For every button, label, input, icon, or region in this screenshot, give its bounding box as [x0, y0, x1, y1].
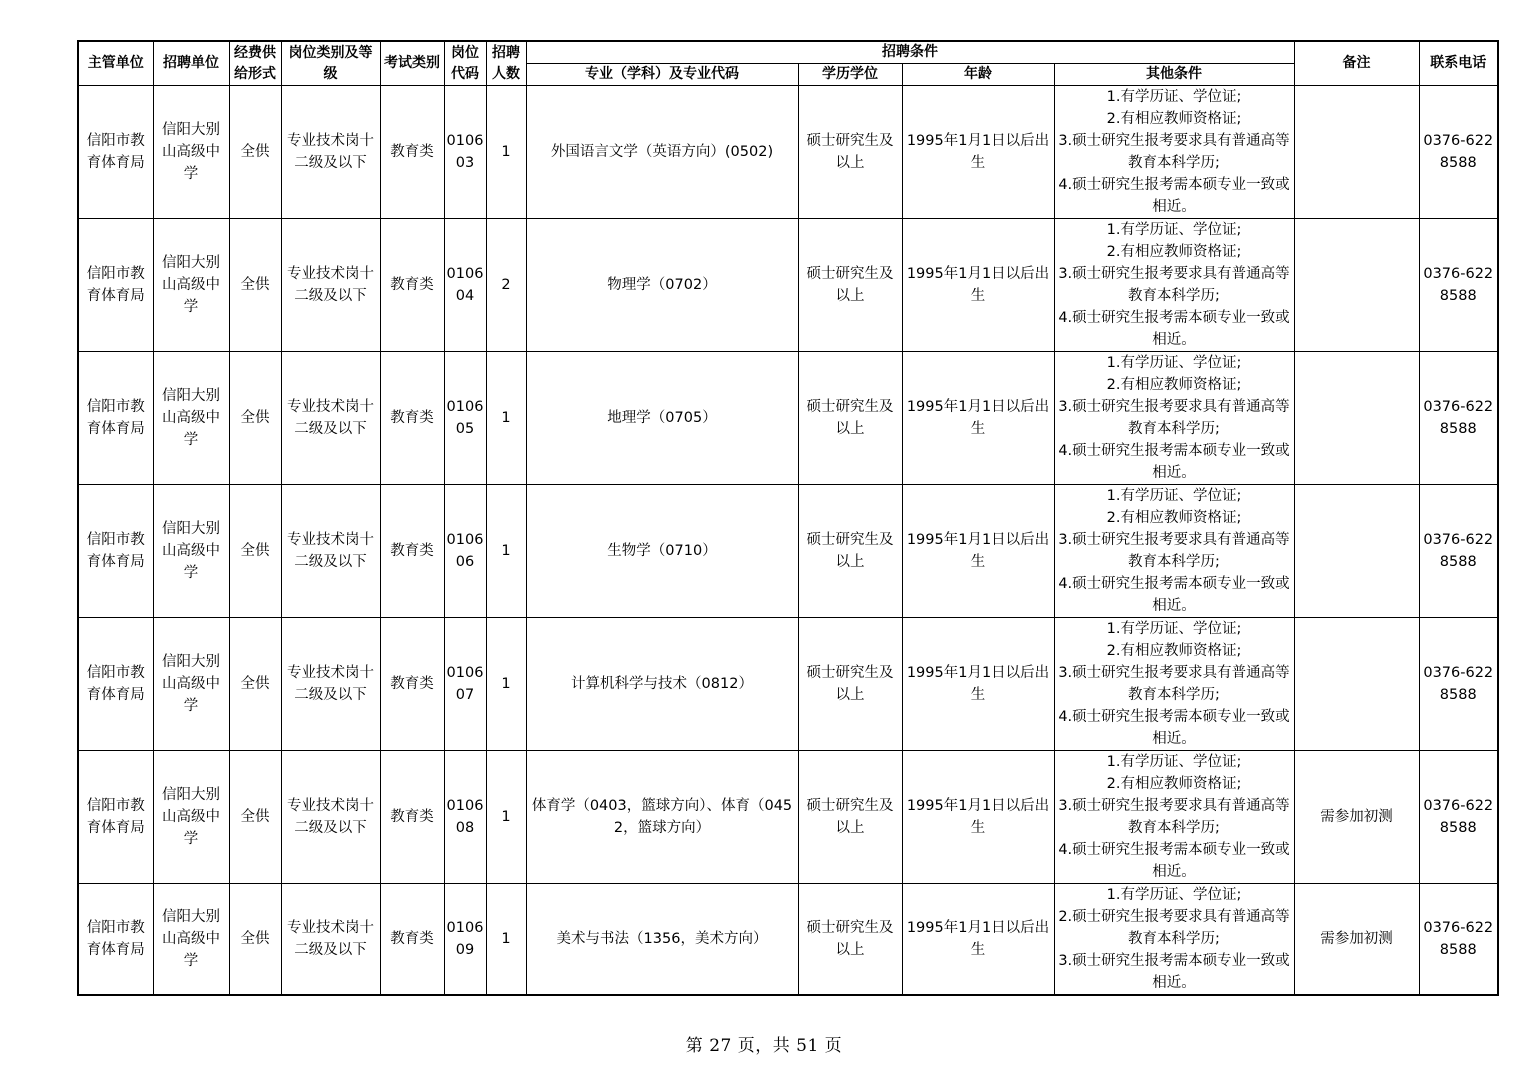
header-conditions: 招聘条件	[526, 41, 1294, 64]
condition-line: 4.硕士研究生报考需本硕专业一致或相近。	[1058, 443, 1290, 481]
cell-recruit-unit: 信阳大别山高级中学	[153, 485, 229, 618]
cell-post-category: 专业技术岗十二级及以下	[281, 86, 380, 219]
cell-recruit-unit: 信阳大别山高级中学	[153, 751, 229, 884]
cell-major: 美术与书法（1356，美术方向）	[526, 884, 798, 996]
condition-line: 1.有学历证、学位证;	[1106, 222, 1242, 238]
condition-line: 1.有学历证、学位证;	[1106, 887, 1242, 903]
cell-count: 1	[486, 485, 526, 618]
condition-line: 1.有学历证、学位证;	[1106, 754, 1242, 770]
condition-line: 3.硕士研究生报考要求具有普通高等教育本科学历;	[1058, 266, 1290, 304]
table-row	[78, 219, 1498, 352]
cell-exam-category: 教育类	[380, 884, 444, 996]
cell-major: 物理学（0702）	[526, 219, 798, 352]
cell-exam-category: 教育类	[380, 352, 444, 485]
cell-funding: 全供	[229, 219, 281, 352]
condition-line: 3.硕士研究生报考需本硕专业一致或相近。	[1058, 953, 1290, 991]
cell-unit-manager: 信阳市教育体育局	[78, 884, 153, 996]
cell-degree: 硕士研究生及以上	[798, 751, 902, 884]
cell-age: 1995年1月1日以后出生	[902, 751, 1054, 884]
condition-line: 3.硕士研究生报考要求具有普通高等教育本科学历;	[1058, 532, 1290, 570]
header-recruit-unit: 招聘单位	[153, 41, 229, 86]
header-major: 专业（学科）及专业代码	[526, 64, 798, 86]
table-row	[78, 352, 1498, 485]
cell-phone: 0376-6228588	[1419, 219, 1498, 352]
cell-remark	[1294, 86, 1419, 219]
cell-major: 地理学（0705）	[526, 352, 798, 485]
cell-post-category: 专业技术岗十二级及以下	[281, 352, 380, 485]
cell-recruit-unit: 信阳大别山高级中学	[153, 884, 229, 996]
header-post-code: 岗位代码	[444, 41, 486, 86]
cell-recruit-unit: 信阳大别山高级中学	[153, 219, 229, 352]
cell-other	[1054, 884, 1294, 996]
cell-recruit-unit: 信阳大别山高级中学	[153, 618, 229, 751]
condition-line: 3.硕士研究生报考要求具有普通高等教育本科学历;	[1058, 665, 1290, 703]
table-row	[78, 86, 1498, 219]
condition-line: 1.有学历证、学位证;	[1106, 355, 1242, 371]
condition-line: 3.硕士研究生报考要求具有普通高等教育本科学历;	[1058, 798, 1290, 836]
cell-unit-manager: 信阳市教育体育局	[78, 352, 153, 485]
cell-funding: 全供	[229, 86, 281, 219]
condition-line: 2.有相应教师资格证;	[1106, 643, 1242, 659]
cell-post-category: 专业技术岗十二级及以下	[281, 751, 380, 884]
header-degree: 学历学位	[798, 64, 902, 86]
cell-age: 1995年1月1日以后出生	[902, 884, 1054, 996]
cell-count: 1	[486, 618, 526, 751]
other-conditions-list	[1057, 485, 1292, 617]
cell-degree: 硕士研究生及以上	[798, 86, 902, 219]
condition-line: 4.硕士研究生报考需本硕专业一致或相近。	[1058, 842, 1290, 880]
cell-recruit-unit: 信阳大别山高级中学	[153, 86, 229, 219]
cell-funding: 全供	[229, 884, 281, 996]
condition-line: 1.有学历证、学位证;	[1106, 89, 1242, 105]
cell-recruit-unit: 信阳大别山高级中学	[153, 352, 229, 485]
cell-post-code: 010604	[444, 219, 486, 352]
cell-count: 1	[486, 86, 526, 219]
cell-major: 计算机科学与技术（0812）	[526, 618, 798, 751]
condition-line: 2.硕士研究生报考要求具有普通高等教育本科学历;	[1058, 909, 1290, 947]
condition-line: 1.有学历证、学位证;	[1106, 621, 1242, 637]
cell-unit-manager: 信阳市教育体育局	[78, 485, 153, 618]
condition-line: 2.有相应教师资格证;	[1106, 111, 1242, 127]
table-row	[78, 618, 1498, 751]
condition-line: 1.有学历证、学位证;	[1106, 488, 1242, 504]
cell-exam-category: 教育类	[380, 618, 444, 751]
cell-major: 体育学（0403，篮球方向）、体育（0452，篮球方向）	[526, 751, 798, 884]
cell-age: 1995年1月1日以后出生	[902, 618, 1054, 751]
cell-major: 生物学（0710）	[526, 485, 798, 618]
condition-line: 2.有相应教师资格证;	[1106, 244, 1242, 260]
other-conditions-list	[1057, 751, 1292, 883]
other-conditions-list	[1057, 618, 1292, 750]
cell-other	[1054, 485, 1294, 618]
header-funding: 经费供给形式	[229, 41, 281, 86]
condition-line: 4.硕士研究生报考需本硕专业一致或相近。	[1058, 709, 1290, 747]
cell-remark	[1294, 485, 1419, 618]
cell-phone: 0376-6228588	[1419, 352, 1498, 485]
cell-post-code: 010608	[444, 751, 486, 884]
cell-post-code: 010609	[444, 884, 486, 996]
recruitment-table	[77, 40, 1499, 996]
cell-funding: 全供	[229, 352, 281, 485]
header-phone: 联系电话	[1419, 41, 1498, 86]
cell-unit-manager: 信阳市教育体育局	[78, 219, 153, 352]
cell-phone: 0376-6228588	[1419, 485, 1498, 618]
cell-remark: 需参加初测	[1294, 751, 1419, 884]
cell-remark	[1294, 219, 1419, 352]
cell-other	[1054, 219, 1294, 352]
cell-count: 1	[486, 751, 526, 884]
cell-major: 外国语言文学（英语方向）(0502)	[526, 86, 798, 219]
cell-post-code: 010605	[444, 352, 486, 485]
other-conditions-list	[1057, 86, 1292, 218]
cell-remark: 需参加初测	[1294, 884, 1419, 996]
cell-unit-manager: 信阳市教育体育局	[78, 751, 153, 884]
header-post-category: 岗位类别及等级	[281, 41, 380, 86]
other-conditions-list	[1057, 884, 1292, 994]
cell-count: 2	[486, 219, 526, 352]
cell-phone: 0376-6228588	[1419, 751, 1498, 884]
cell-remark	[1294, 618, 1419, 751]
header-age: 年龄	[902, 64, 1054, 86]
cell-funding: 全供	[229, 618, 281, 751]
cell-exam-category: 教育类	[380, 219, 444, 352]
cell-age: 1995年1月1日以后出生	[902, 352, 1054, 485]
cell-age: 1995年1月1日以后出生	[902, 219, 1054, 352]
cell-age: 1995年1月1日以后出生	[902, 485, 1054, 618]
cell-degree: 硕士研究生及以上	[798, 219, 902, 352]
header-count: 招聘人数	[486, 41, 526, 86]
cell-count: 1	[486, 352, 526, 485]
condition-line: 4.硕士研究生报考需本硕专业一致或相近。	[1058, 310, 1290, 348]
table-header	[78, 41, 1498, 86]
condition-line: 2.有相应教师资格证;	[1106, 776, 1242, 792]
cell-funding: 全供	[229, 485, 281, 618]
condition-line: 4.硕士研究生报考需本硕专业一致或相近。	[1058, 576, 1290, 614]
page-number: 第 27 页，共 51 页	[685, 1036, 843, 1056]
header-exam-category: 考试类别	[380, 41, 444, 86]
cell-degree: 硕士研究生及以上	[798, 485, 902, 618]
cell-exam-category: 教育类	[380, 485, 444, 618]
other-conditions-list	[1057, 219, 1292, 351]
cell-funding: 全供	[229, 751, 281, 884]
cell-unit-manager: 信阳市教育体育局	[78, 86, 153, 219]
cell-post-code: 010607	[444, 618, 486, 751]
cell-exam-category: 教育类	[380, 751, 444, 884]
cell-post-code: 010606	[444, 485, 486, 618]
header-remark: 备注	[1294, 41, 1419, 86]
cell-other	[1054, 352, 1294, 485]
header-unit-manager: 主管单位	[78, 41, 153, 86]
cell-age: 1995年1月1日以后出生	[902, 86, 1054, 219]
condition-line: 4.硕士研究生报考需本硕专业一致或相近。	[1058, 177, 1290, 215]
header-other: 其他条件	[1054, 64, 1294, 86]
cell-post-category: 专业技术岗十二级及以下	[281, 485, 380, 618]
cell-other	[1054, 751, 1294, 884]
cell-phone: 0376-6228588	[1419, 86, 1498, 219]
cell-degree: 硕士研究生及以上	[798, 352, 902, 485]
cell-degree: 硕士研究生及以上	[798, 884, 902, 996]
condition-line: 2.有相应教师资格证;	[1106, 377, 1242, 393]
table-body	[78, 86, 1498, 996]
cell-phone: 0376-6228588	[1419, 884, 1498, 996]
table-row	[78, 485, 1498, 618]
cell-phone: 0376-6228588	[1419, 618, 1498, 751]
cell-other	[1054, 86, 1294, 219]
condition-line: 3.硕士研究生报考要求具有普通高等教育本科学历;	[1058, 399, 1290, 437]
cell-count: 1	[486, 884, 526, 996]
condition-line: 2.有相应教师资格证;	[1106, 510, 1242, 526]
condition-line: 3.硕士研究生报考要求具有普通高等教育本科学历;	[1058, 133, 1290, 171]
cell-degree: 硕士研究生及以上	[798, 618, 902, 751]
cell-remark	[1294, 352, 1419, 485]
cell-post-category: 专业技术岗十二级及以下	[281, 618, 380, 751]
cell-post-code: 010603	[444, 86, 486, 219]
table-row	[78, 884, 1498, 996]
cell-exam-category: 教育类	[380, 86, 444, 219]
cell-post-category: 专业技术岗十二级及以下	[281, 219, 380, 352]
cell-unit-manager: 信阳市教育体育局	[78, 618, 153, 751]
table-row	[78, 751, 1498, 884]
other-conditions-list	[1057, 352, 1292, 484]
cell-other	[1054, 618, 1294, 751]
cell-post-category: 专业技术岗十二级及以下	[281, 884, 380, 996]
